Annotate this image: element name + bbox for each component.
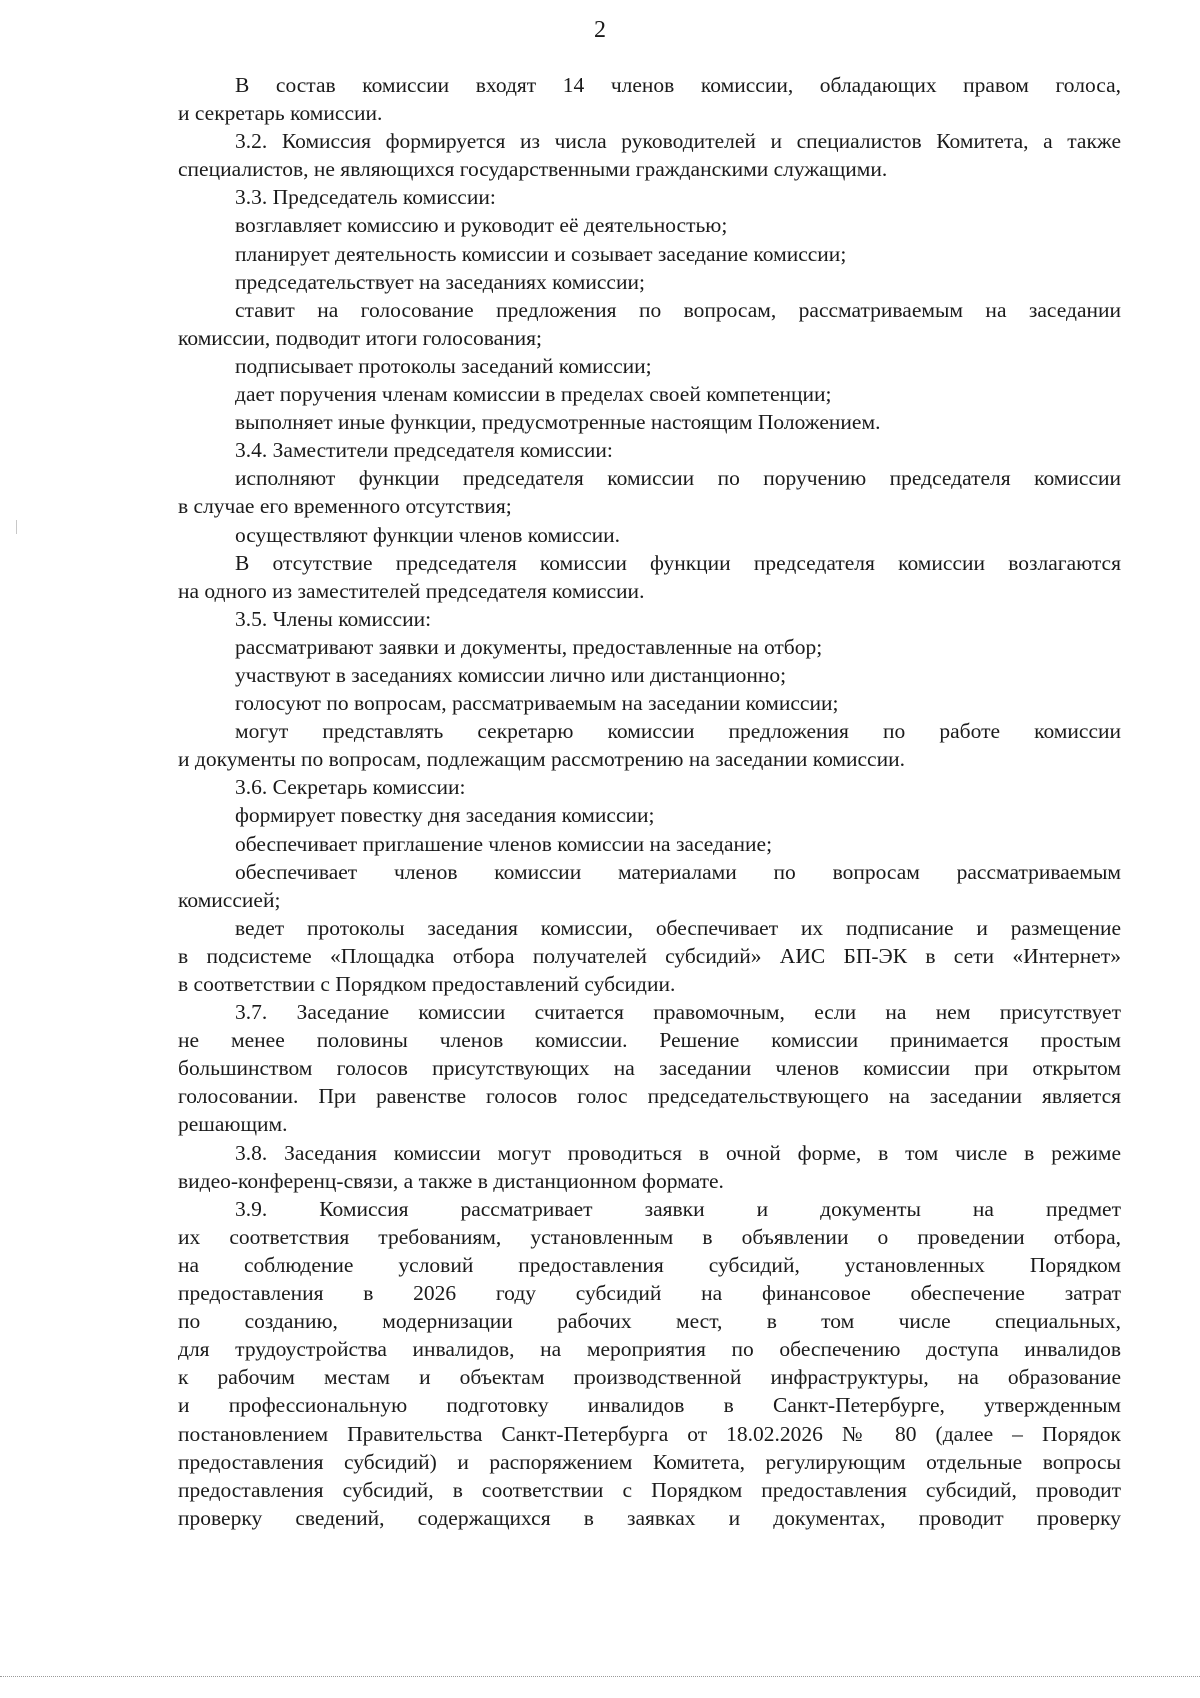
text-line: возглавляет комиссию и руководит её деятельностью;: [235, 213, 728, 238]
text-line: для трудоустройства инвалидов, на мероприятия по обеспечению доступа инвалидов: [178, 1337, 1121, 1362]
text-line: проверку сведений, содержащихся в заявках и документах, проводит проверку: [178, 1505, 1121, 1530]
text-line: 3.4. Заместители председателя комиссии:: [235, 438, 613, 463]
text-line: В состав комиссии входят 14 членов комиссии, обладающих правом голоса,: [235, 73, 1121, 97]
text-line: председательствует на заседаниях комиссии;: [235, 269, 645, 294]
text-line: 3.8. Заседания комиссии могут проводиться в очной форме, в том числе в режиме: [235, 1140, 1121, 1165]
text-line: 3.6. Секретарь комиссии:: [235, 775, 466, 800]
text-line: осуществляют функции членов комиссии.: [235, 522, 621, 547]
text-line: предоставления субсидий) и распоряжением Комитета, регулирующим отдельные вопросы: [178, 1449, 1121, 1474]
text-line: и документы по вопросам, подлежащим рассмотрению на заседании комиссии.: [178, 747, 905, 772]
scan-bottom-edge: [0, 1676, 1200, 1677]
text-line: обеспечивает членов комиссии материалами по вопросам рассматриваемым: [235, 859, 1121, 884]
text-line: комиссией;: [178, 887, 281, 912]
text-line: планирует деятельность комиссии и созывает заседание комиссии;: [235, 241, 847, 266]
text-line: В отсутствие председателя комиссии функции председателя комиссии возлагаются: [235, 550, 1121, 575]
page-number: 2: [594, 17, 606, 43]
text-line: подписывает протоколы заседаний комиссии;: [235, 353, 652, 378]
text-line: постановлением Правительства Санкт-Петербурга от 18.02.2026 № 80 (далее – Порядок: [178, 1421, 1121, 1446]
text-line: большинством голосов присутствующих на заседании членов комиссии при открытом: [178, 1056, 1121, 1081]
text-line: 3.9. Комиссия рассматривает заявки и документы на предмет: [235, 1196, 1121, 1221]
text-line: видео-конференц-связи, а также в дистанционном формате.: [178, 1168, 724, 1193]
text-line: ставит на голосование предложения по вопросам, рассматриваемым на заседании: [235, 297, 1121, 322]
text-line: в подсистеме «Площадка отбора получателей субсидий» АИС БП-ЭК в сети «Интернет»: [178, 943, 1121, 968]
text-line: решающим.: [178, 1112, 288, 1137]
text-line: комиссии, подводит итоги голосования;: [178, 325, 542, 350]
text-line: 3.5. Члены комиссии:: [235, 606, 432, 631]
text-line: по созданию, модернизации рабочих мест, в том числе специальных,: [178, 1309, 1121, 1334]
text-line: голосовании. При равенстве голосов голос председательствующего на заседании является: [178, 1084, 1121, 1109]
text-line: ведет протоколы заседания комиссии, обеспечивает их подписание и размещение: [235, 915, 1121, 940]
text-line: 3.3. Председатель комиссии:: [235, 185, 496, 210]
text-line: дает поручения членам комиссии в пределах своей компетенции;: [235, 382, 832, 407]
text-line: голосуют по вопросам, рассматриваемым на заседании комиссии;: [235, 691, 839, 716]
text-line: и секретарь комиссии.: [178, 101, 383, 126]
text-line: в случае его временного отсутствия;: [178, 494, 512, 519]
text-line: участвуют в заседаниях комиссии лично или дистанционно;: [235, 662, 787, 687]
text-line: их соответствия требованиям, установленным в объявлении о проведении отбора,: [178, 1224, 1121, 1249]
text-line: в соответствии с Порядком предоставлений субсидии.: [178, 972, 676, 996]
text-line: предоставления в 2026 году субсидий на финансовое обеспечение затрат: [178, 1281, 1121, 1306]
text-line: обеспечивает приглашение членов комиссии на заседание;: [235, 831, 773, 856]
text-line: формирует повестку дня заседания комиссии;: [235, 803, 655, 828]
text-line: на одного из заместителей председателя комиссии.: [178, 578, 645, 603]
text-line: выполняет иные функции, предусмотренные настоящим Положением.: [235, 410, 881, 435]
text-line: предоставления субсидий, в соответствии с Порядком предоставления субсидий, проводит: [178, 1477, 1121, 1502]
text-line: могут представлять секретарю комиссии предложения по работе комиссии: [235, 719, 1121, 744]
text-line: рассматривают заявки и документы, предоставленные на отбор;: [235, 634, 823, 659]
text-line: исполняют функции председателя комиссии по поручению председателя комиссии: [235, 466, 1121, 491]
text-line: специалистов, не являющихся государственными гражданскими служащими.: [178, 157, 888, 182]
text-line: и профессиональную подготовку инвалидов в Санкт-Петербурге, утвержденным: [178, 1393, 1121, 1418]
scan-margin-mark: [16, 520, 17, 534]
text-line: 3.7. Заседание комиссии считается правомочным, если на нем присутствует: [235, 1000, 1121, 1025]
text-line: не менее половины членов комиссии. Решение комиссии принимается простым: [178, 1028, 1121, 1053]
text-line: на соблюдение условий предоставления субсидий, установленных Порядком: [178, 1252, 1121, 1277]
text-line: 3.2. Комиссия формируется из числа руководителей и специалистов Комитета, а также: [235, 129, 1121, 154]
document-body: [178, 71, 1121, 1532]
text-line: к рабочим местам и объектам производственной инфраструктуры, на образование: [178, 1365, 1121, 1390]
